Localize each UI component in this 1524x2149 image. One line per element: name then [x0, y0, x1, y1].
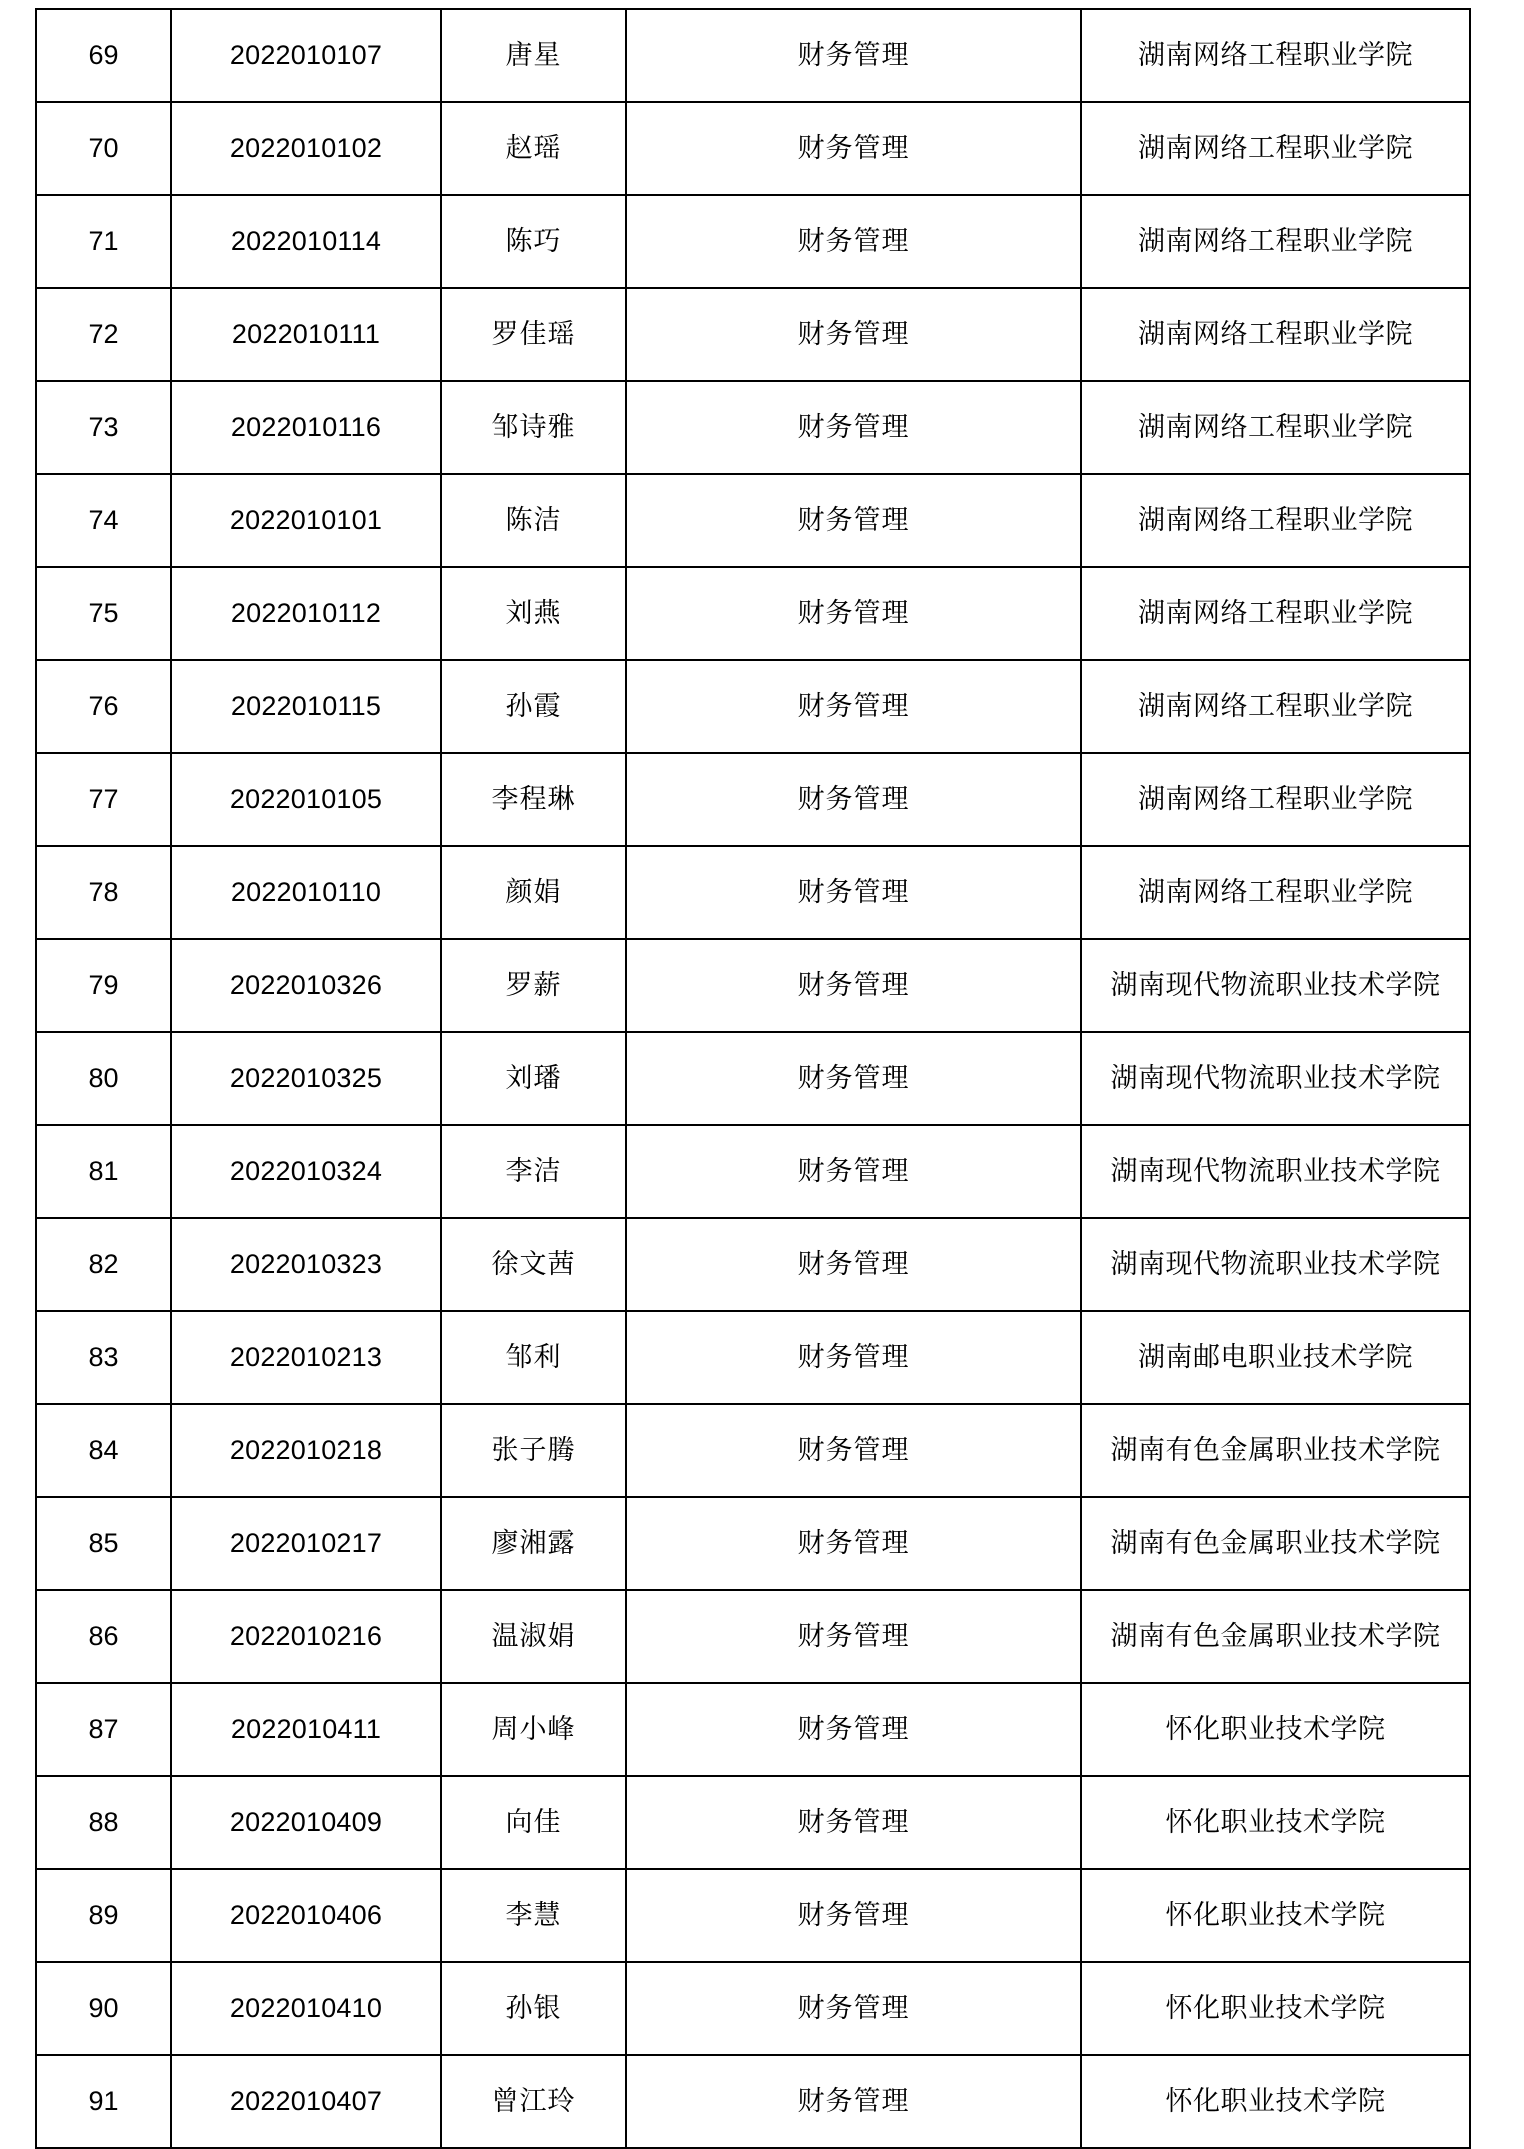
- table-row: [36, 9, 1470, 102]
- row-school: 湖南现代物流职业技术学院: [1081, 1032, 1470, 1125]
- table-row: [36, 1776, 1470, 1869]
- row-student-name: 张子腾: [441, 1404, 626, 1497]
- row-index: 71: [36, 195, 171, 288]
- row-student-id: 2022010217: [171, 1497, 441, 1590]
- row-student-name: 曾江玲: [441, 2055, 626, 2148]
- row-student-name: 邹诗雅: [441, 381, 626, 474]
- row-index: 91: [36, 2055, 171, 2148]
- table-row: [36, 846, 1470, 939]
- row-student-name: 周小峰: [441, 1683, 626, 1776]
- table-row: [36, 660, 1470, 753]
- row-student-id: 2022010115: [171, 660, 441, 753]
- row-student-name: 唐星: [441, 9, 626, 102]
- row-school: 湖南有色金属职业技术学院: [1081, 1590, 1470, 1683]
- row-major: 财务管理: [626, 1683, 1081, 1776]
- row-index: 79: [36, 939, 171, 1032]
- row-major: 财务管理: [626, 939, 1081, 1032]
- row-student-name: 陈洁: [441, 474, 626, 567]
- row-index: 86: [36, 1590, 171, 1683]
- table-row: [36, 1125, 1470, 1218]
- row-index: 69: [36, 9, 171, 102]
- row-school: 怀化职业技术学院: [1081, 2055, 1470, 2148]
- row-student-name: 廖湘露: [441, 1497, 626, 1590]
- row-student-name: 徐文茜: [441, 1218, 626, 1311]
- row-student-name: 罗薪: [441, 939, 626, 1032]
- row-student-name: 李慧: [441, 1869, 626, 1962]
- row-major: 财务管理: [626, 1218, 1081, 1311]
- row-major: 财务管理: [626, 1311, 1081, 1404]
- row-major: 财务管理: [626, 1962, 1081, 2055]
- row-student-name: 陈巧: [441, 195, 626, 288]
- row-student-id: 2022010110: [171, 846, 441, 939]
- row-student-name: 向佳: [441, 1776, 626, 1869]
- table-row: [36, 195, 1470, 288]
- row-student-name: 李程琳: [441, 753, 626, 846]
- row-major: 财务管理: [626, 1869, 1081, 1962]
- row-student-id: 2022010407: [171, 2055, 441, 2148]
- row-major: 财务管理: [626, 1776, 1081, 1869]
- table-row: [36, 1218, 1470, 1311]
- row-school: 怀化职业技术学院: [1081, 1683, 1470, 1776]
- row-school: 湖南网络工程职业学院: [1081, 288, 1470, 381]
- row-index: 88: [36, 1776, 171, 1869]
- row-student-name: 孙银: [441, 1962, 626, 2055]
- row-major: 财务管理: [626, 9, 1081, 102]
- row-school: 湖南网络工程职业学院: [1081, 660, 1470, 753]
- row-index: 87: [36, 1683, 171, 1776]
- row-major: 财务管理: [626, 474, 1081, 567]
- row-index: 74: [36, 474, 171, 567]
- row-student-id: 2022010411: [171, 1683, 441, 1776]
- row-student-name: 赵瑶: [441, 102, 626, 195]
- row-student-name: 孙霞: [441, 660, 626, 753]
- row-major: 财务管理: [626, 846, 1081, 939]
- row-index: 77: [36, 753, 171, 846]
- row-student-name: 刘燕: [441, 567, 626, 660]
- row-major: 财务管理: [626, 1404, 1081, 1497]
- row-school: 湖南网络工程职业学院: [1081, 846, 1470, 939]
- row-student-id: 2022010114: [171, 195, 441, 288]
- row-major: 财务管理: [626, 381, 1081, 474]
- row-student-id: 2022010409: [171, 1776, 441, 1869]
- row-school: 湖南网络工程职业学院: [1081, 195, 1470, 288]
- row-student-name: 温淑娟: [441, 1590, 626, 1683]
- table-row: [36, 1683, 1470, 1776]
- row-index: 85: [36, 1497, 171, 1590]
- row-index: 75: [36, 567, 171, 660]
- row-major: 财务管理: [626, 1590, 1081, 1683]
- row-index: 83: [36, 1311, 171, 1404]
- row-school: 怀化职业技术学院: [1081, 1869, 1470, 1962]
- table-row: [36, 288, 1470, 381]
- row-student-id: 2022010326: [171, 939, 441, 1032]
- row-major: 财务管理: [626, 660, 1081, 753]
- table-row: [36, 474, 1470, 567]
- row-major: 财务管理: [626, 2055, 1081, 2148]
- row-student-name: 李洁: [441, 1125, 626, 1218]
- row-school: 湖南现代物流职业技术学院: [1081, 1125, 1470, 1218]
- row-student-name: 邹利: [441, 1311, 626, 1404]
- row-school: 湖南网络工程职业学院: [1081, 753, 1470, 846]
- row-student-id: 2022010406: [171, 1869, 441, 1962]
- row-school: 湖南邮电职业技术学院: [1081, 1311, 1470, 1404]
- row-major: 财务管理: [626, 1032, 1081, 1125]
- row-student-id: 2022010112: [171, 567, 441, 660]
- table-row: [36, 1590, 1470, 1683]
- table-row: [36, 381, 1470, 474]
- row-major: 财务管理: [626, 102, 1081, 195]
- row-school: 怀化职业技术学院: [1081, 1776, 1470, 1869]
- row-student-name: 罗佳瑶: [441, 288, 626, 381]
- row-index: 76: [36, 660, 171, 753]
- row-index: 72: [36, 288, 171, 381]
- row-school: 湖南网络工程职业学院: [1081, 9, 1470, 102]
- row-student-name: 颜娟: [441, 846, 626, 939]
- row-school: 湖南网络工程职业学院: [1081, 102, 1470, 195]
- row-student-id: 2022010111: [171, 288, 441, 381]
- row-major: 财务管理: [626, 1497, 1081, 1590]
- row-index: 82: [36, 1218, 171, 1311]
- table-body: [36, 9, 1470, 2148]
- row-school: 湖南网络工程职业学院: [1081, 567, 1470, 660]
- row-student-id: 2022010101: [171, 474, 441, 567]
- row-index: 78: [36, 846, 171, 939]
- row-school: 湖南网络工程职业学院: [1081, 381, 1470, 474]
- row-school: 湖南现代物流职业技术学院: [1081, 1218, 1470, 1311]
- row-student-id: 2022010325: [171, 1032, 441, 1125]
- table-row: [36, 2055, 1470, 2148]
- row-student-id: 2022010116: [171, 381, 441, 474]
- table-row: [36, 1869, 1470, 1962]
- student-roster-table: [35, 8, 1471, 2149]
- row-student-id: 2022010216: [171, 1590, 441, 1683]
- table-row: [36, 1311, 1470, 1404]
- row-index: 81: [36, 1125, 171, 1218]
- row-major: 财务管理: [626, 195, 1081, 288]
- row-student-id: 2022010102: [171, 102, 441, 195]
- row-student-id: 2022010218: [171, 1404, 441, 1497]
- row-major: 财务管理: [626, 753, 1081, 846]
- row-major: 财务管理: [626, 567, 1081, 660]
- row-major: 财务管理: [626, 288, 1081, 381]
- row-index: 89: [36, 1869, 171, 1962]
- row-student-id: 2022010213: [171, 1311, 441, 1404]
- table-row: [36, 939, 1470, 1032]
- row-index: 80: [36, 1032, 171, 1125]
- row-school: 怀化职业技术学院: [1081, 1962, 1470, 2055]
- row-major: 财务管理: [626, 1125, 1081, 1218]
- row-student-name: 刘璠: [441, 1032, 626, 1125]
- row-school: 湖南网络工程职业学院: [1081, 474, 1470, 567]
- table-row: [36, 102, 1470, 195]
- row-index: 70: [36, 102, 171, 195]
- table-row: [36, 1032, 1470, 1125]
- row-student-id: 2022010324: [171, 1125, 441, 1218]
- row-student-id: 2022010107: [171, 9, 441, 102]
- table-row: [36, 753, 1470, 846]
- row-index: 73: [36, 381, 171, 474]
- row-student-id: 2022010105: [171, 753, 441, 846]
- table-row: [36, 1404, 1470, 1497]
- row-student-id: 2022010410: [171, 1962, 441, 2055]
- row-index: 84: [36, 1404, 171, 1497]
- row-index: 90: [36, 1962, 171, 2055]
- row-school: 湖南有色金属职业技术学院: [1081, 1497, 1470, 1590]
- row-school: 湖南现代物流职业技术学院: [1081, 939, 1470, 1032]
- table-row: [36, 1962, 1470, 2055]
- table-row: [36, 567, 1470, 660]
- table-row: [36, 1497, 1470, 1590]
- row-student-id: 2022010323: [171, 1218, 441, 1311]
- row-school: 湖南有色金属职业技术学院: [1081, 1404, 1470, 1497]
